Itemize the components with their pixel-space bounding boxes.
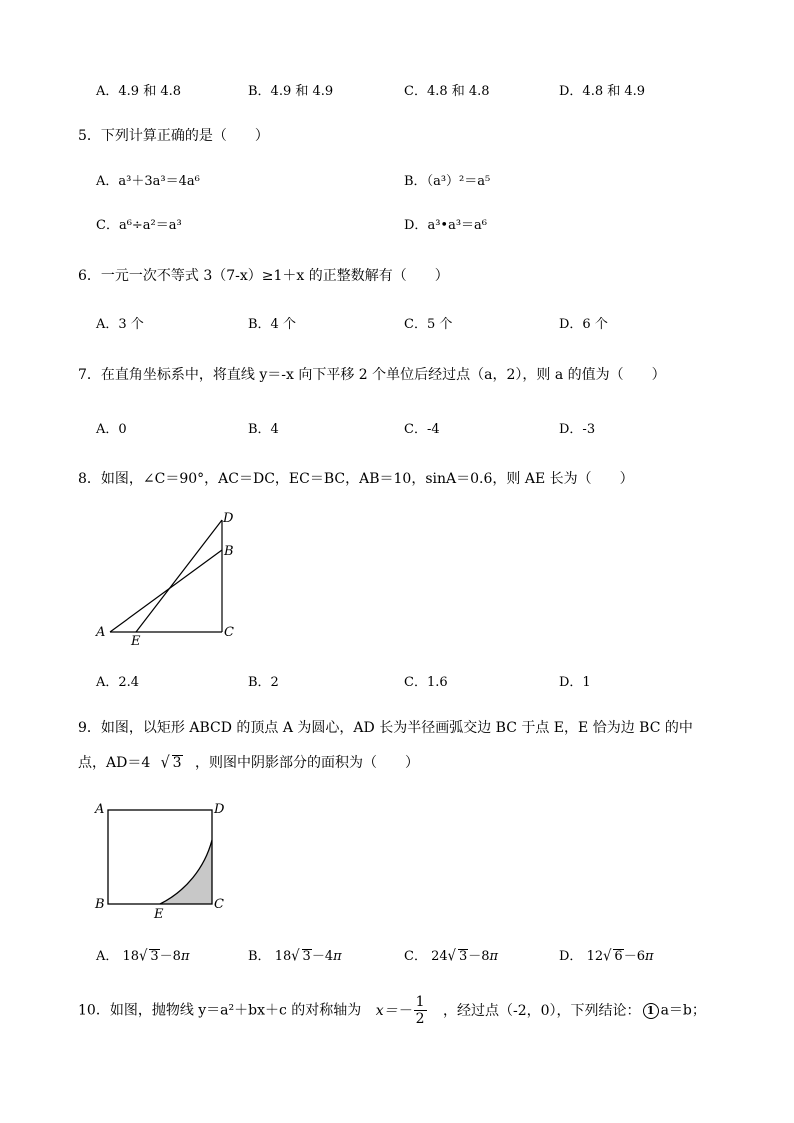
q9-option-d-coef: 12 (586, 949, 604, 964)
q9-option-d-label: D． (559, 949, 583, 964)
q9-stem-line2-pre: 点，AD＝4 (78, 755, 151, 771)
q5-option-a (96, 174, 200, 190)
q8-segment-ab (110, 550, 222, 632)
q10-stem-pre: 10．如图，抛物线 y＝a²＋bx＋c 的对称轴为 (78, 1002, 362, 1019)
q9-option-b: B． 18√ 3－4π (248, 947, 342, 966)
q9-option-d: D． 12√ 6－6π (559, 947, 654, 966)
q9-stem-line2 (78, 755, 419, 771)
q6-stem: 6．一元一次不等式 3（7-x）≥1＋x 的正整数解有（ ） (78, 268, 449, 284)
q8-option-b: B．2 (248, 675, 279, 690)
q7-option-d: D．-3 (559, 422, 596, 437)
q9-label-c: C (214, 897, 224, 912)
q9-option-a-radicand: 3 (150, 949, 159, 964)
q9-label-e: E (154, 907, 164, 920)
q9-stem-line1: 9．如图，以矩形 ABCD 的顶点 A 为圆心，AD 长为半径画弧交边 BC 于点 E，E 恰为边 BC 的中 (78, 720, 693, 736)
q8-option-a: A．2.4 (96, 675, 140, 690)
q8-stem: 8．如图，∠C＝90°，AC＝DC，EC＝BC，AB＝10，sinA＝0.6，则 AE 长为（ ） (78, 471, 634, 487)
q9-option-b-coef: 18 (274, 949, 292, 964)
q9-option-b-radicand: 3 (302, 949, 311, 964)
q9-label-a: A (95, 802, 105, 817)
q5-option-a-text: a³＋3a³＝4a⁶ (118, 174, 200, 189)
q8-label-e: E (131, 634, 141, 649)
q9-rectangle-figure (90, 798, 240, 920)
q8-segment-ad (136, 520, 222, 632)
q9-option-b-pi: π (333, 949, 342, 964)
q9-option-a: A． 18√ 3－8π (96, 947, 190, 966)
q9-option-d-pi: π (644, 949, 654, 964)
q5-option-b (404, 174, 490, 190)
q9-option-a-label: A． (96, 949, 119, 964)
q7-option-c: C．-4 (404, 422, 440, 437)
q10-item-text: a＝b； (660, 1002, 706, 1019)
q9-option-c-label: C． (404, 949, 427, 964)
q5-option-d-text: a³•a³＝a⁶ (427, 218, 487, 233)
q7-stem: 7．在直角坐标系中，将直线 y＝-x 向下平移 2 个单位后经过点（a，2），则 a 的值为（ ） (78, 367, 666, 383)
q10-axis-fraction (414, 994, 427, 1027)
q5-option-d (404, 218, 487, 234)
q5-option-b-label: B． (404, 174, 427, 189)
q9-label-b: B (95, 897, 105, 912)
q5-option-b-text: （a³）²＝a⁵ (426, 174, 491, 189)
q4-option-c: C．4.8 和 4.8 (404, 84, 490, 99)
q10-stem-post: ，经过点（-2，0），下列结论： (443, 1002, 641, 1019)
q6-option-b: B．4 个 (248, 317, 296, 332)
q9-shaded-region (160, 840, 212, 904)
q4-option-b: B．4.9 和 4.9 (248, 84, 334, 99)
q6-option-c: C．5 个 (404, 317, 453, 332)
q6-option-a: A．3 个 (96, 317, 144, 332)
q9-option-d-rest: －6 (623, 949, 645, 964)
q10-axis-lhs: x＝－ (375, 1002, 412, 1019)
q10-fraction-denominator: 2 (415, 1011, 425, 1027)
q8-option-c: C．1.6 (404, 675, 448, 690)
q9-label-d: D (214, 802, 225, 817)
q5-option-c-label: C． (96, 218, 119, 233)
q8-label-c: C (224, 625, 234, 640)
q8-label-a: A (96, 625, 106, 640)
q5-stem: 5．下列计算正确的是（ ） (78, 128, 269, 144)
q8-option-d: D．1 (559, 675, 591, 690)
q4-option-d: D．4.8 和 4.9 (559, 84, 646, 99)
q9-stem-line2-post: ，则图中阴影部分的面积为（ ） (195, 755, 419, 771)
q8-label-d: D (223, 511, 234, 526)
q9-option-b-rest: －4 (311, 949, 334, 964)
q9-option-d-radicand: 6 (614, 949, 623, 964)
q8-label-b: B (224, 544, 234, 559)
q9-option-c-coef: 24 (431, 949, 448, 964)
q5-option-a-label: A． (96, 174, 119, 189)
q7-option-a: A．0 (96, 422, 127, 437)
q6-option-d: D．6 个 (559, 317, 608, 332)
q10-stem (78, 994, 706, 1027)
q9-option-c-pi: π (489, 949, 499, 964)
q9-option-c-radicand: 3 (458, 949, 468, 964)
q5-option-d-label: D． (404, 218, 428, 233)
q4-option-a: A．4.9 和 4.8 (96, 84, 182, 99)
q8-triangle-figure (90, 508, 250, 653)
q7-option-b: B．4 (248, 422, 279, 437)
q5-option-c-text: a⁶÷a²＝a³ (118, 218, 182, 233)
q9-option-a-rest: －8 (159, 949, 181, 964)
q9-option-b-label: B． (248, 949, 271, 964)
q9-option-c-rest: －8 (468, 949, 490, 964)
q5-option-c (96, 218, 182, 234)
q9-option-a-pi: π (180, 949, 190, 964)
q9-stem-radicand: 3 (172, 755, 182, 771)
q9-option-a-coef: 18 (122, 949, 140, 964)
q10-fraction-numerator: 1 (415, 994, 425, 1010)
q9-stem-radical: √ 3 (160, 753, 182, 773)
q9-option-c: C． 24√ 3－8π (404, 947, 499, 966)
q10-item-number: 1 (643, 1003, 659, 1019)
